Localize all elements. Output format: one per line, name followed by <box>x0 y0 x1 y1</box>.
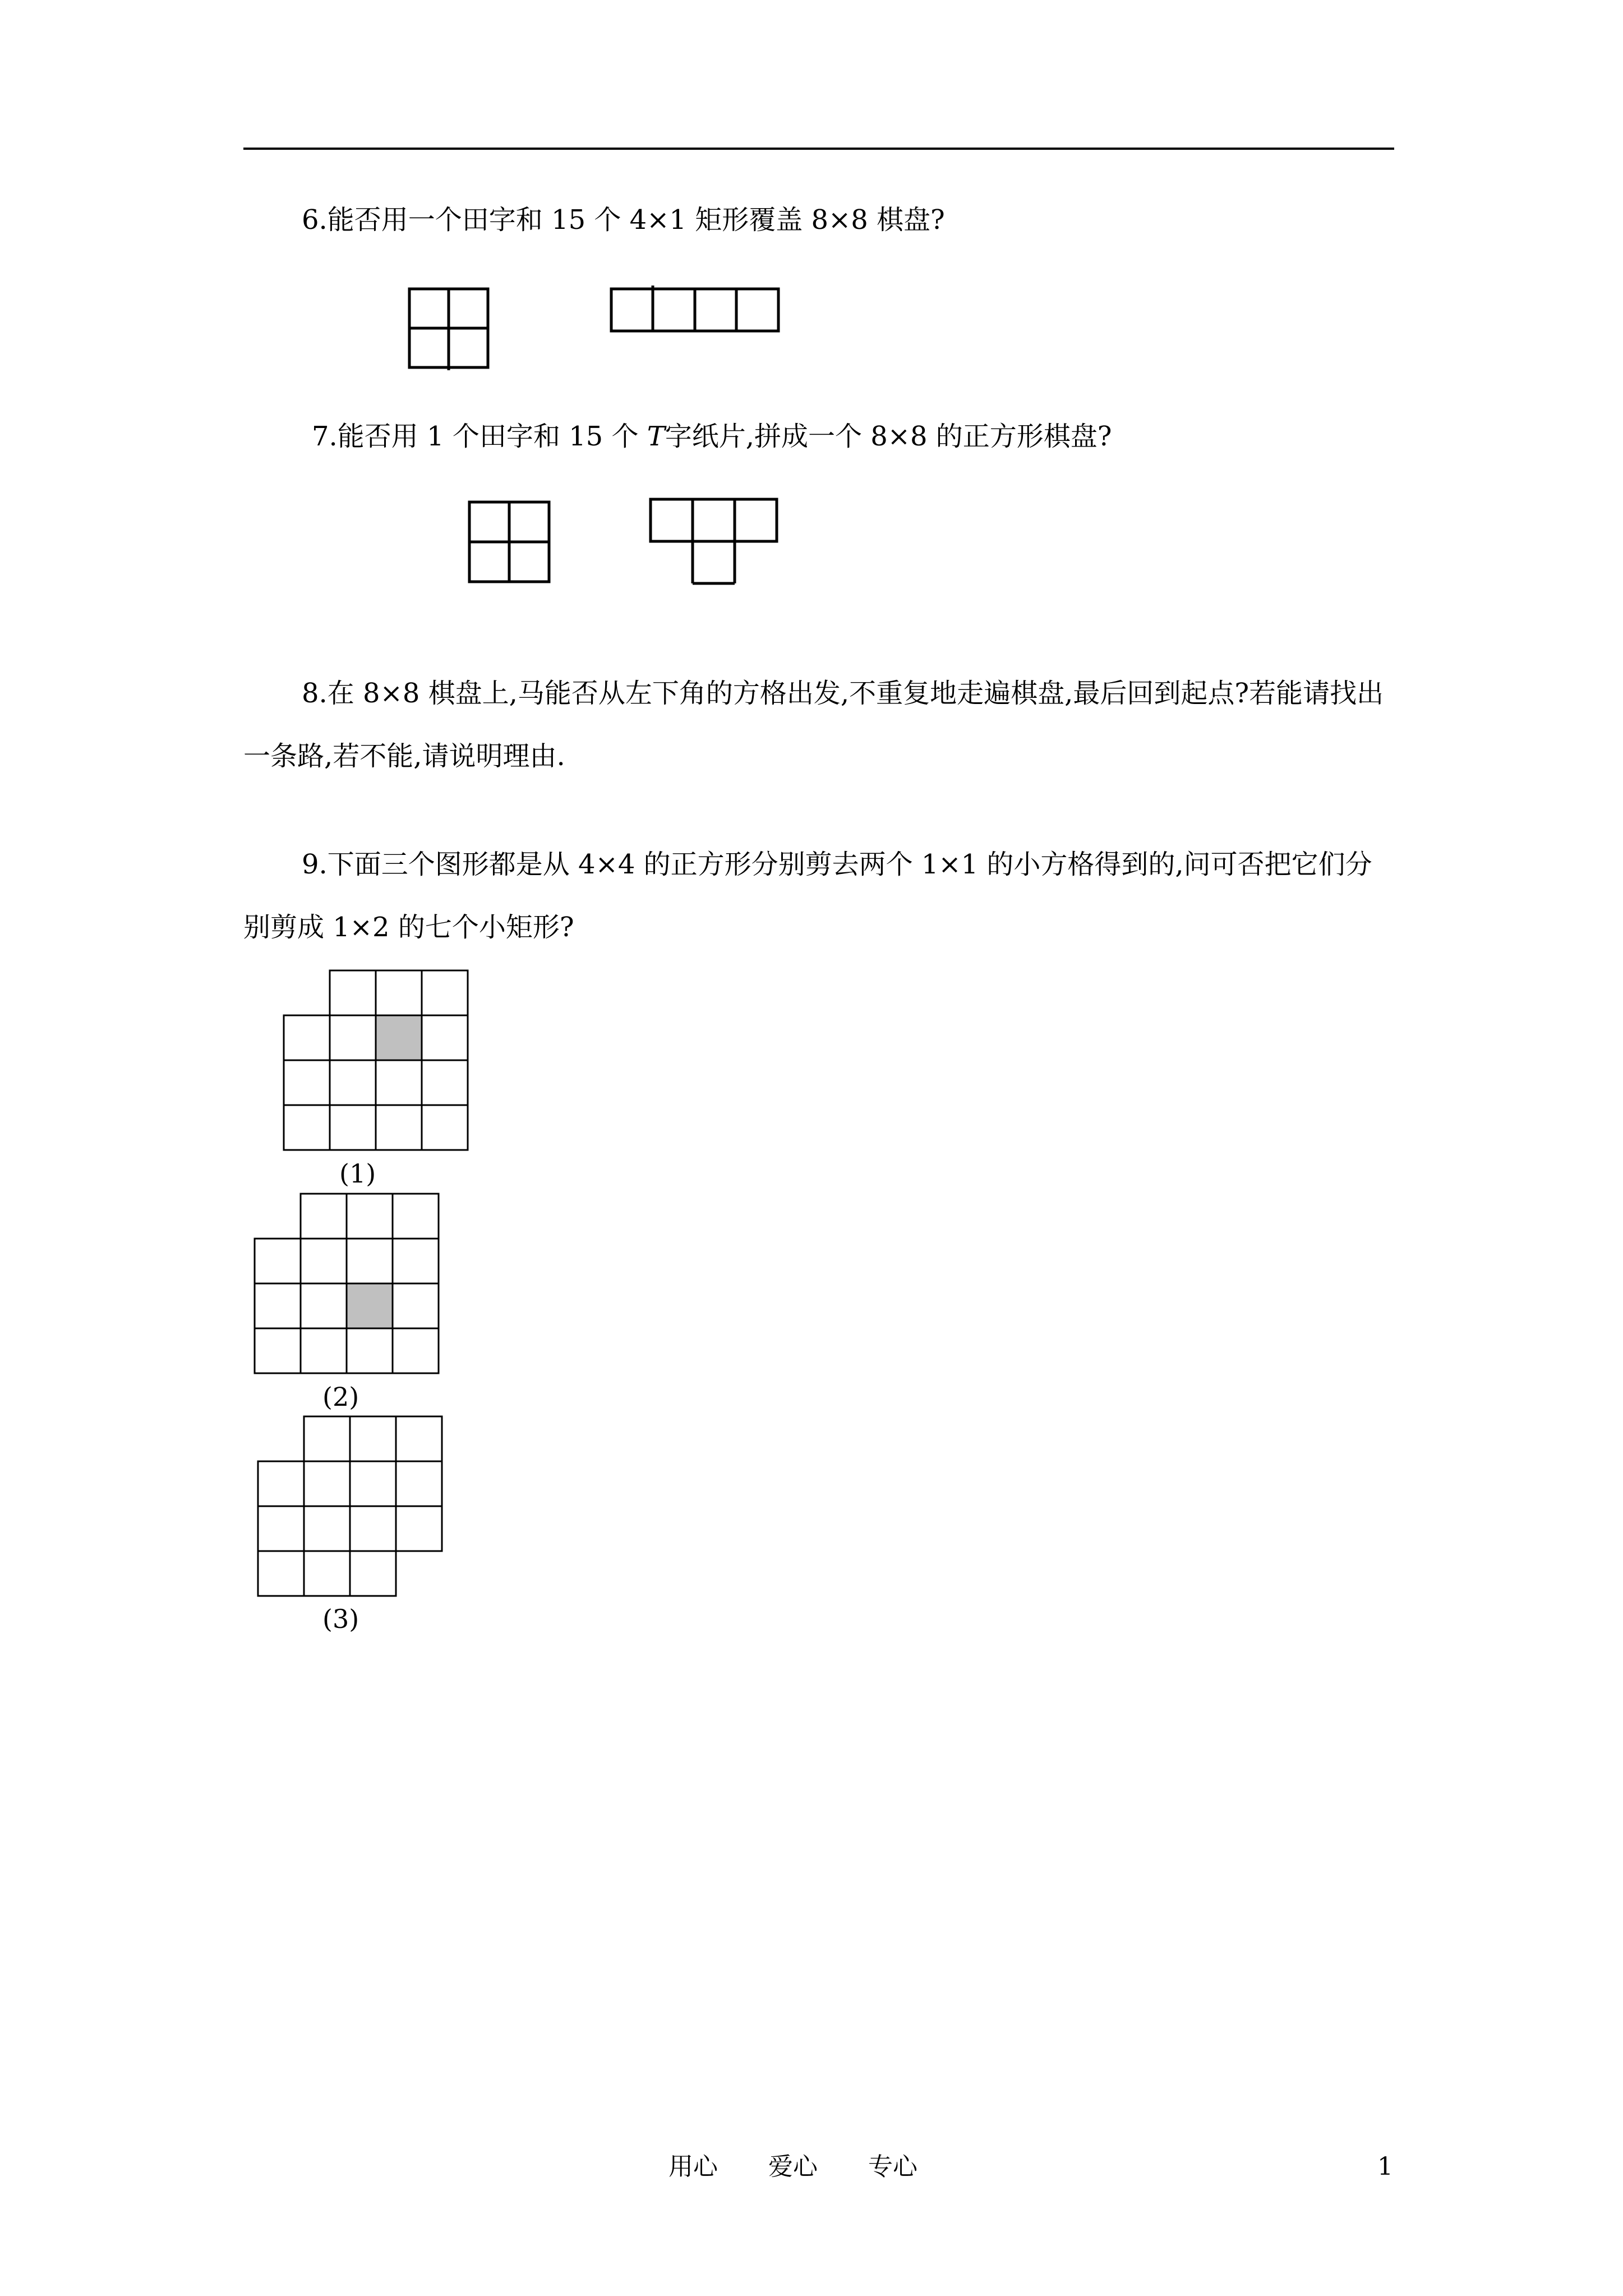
question-7-text-b: 字纸片,拼成一个 8×8 的正方形棋盘? <box>665 421 1112 452</box>
footer-left-text: 用心 <box>668 2152 718 2181</box>
cut-board-figure-2 <box>252 1188 449 1379</box>
header-rule <box>243 148 1394 150</box>
rectangle-4x1-figure <box>606 283 785 334</box>
figure-caption-2: (2) <box>322 1382 359 1412</box>
figure-caption-1: (1) <box>339 1158 376 1189</box>
question-7-t-letter: T <box>647 421 665 452</box>
footer-middle-text: 爱心 <box>768 2152 818 2181</box>
square-2x2-figure <box>464 496 554 586</box>
question-9: 9.下面三个图形都是从 4×4 的正方形分别剪去两个 1×1 的小方格得到的,问可否把它们分别剪成 1×2 的七个小矩形? <box>243 849 1372 943</box>
question-7-text-a: 7.能否用 1 个田字和 15 个 <box>312 421 647 452</box>
t-shape-figure <box>645 494 785 589</box>
page-number: 1 <box>1377 2152 1393 2181</box>
footer-right-text: 专心 <box>868 2152 917 2181</box>
question-6: 6.能否用一个田字和 15 个 4×1 矩形覆盖 8×8 棋盘? <box>302 204 945 236</box>
cut-board-figure-1 <box>280 965 477 1156</box>
square-2x2-figure <box>404 283 494 373</box>
cut-board-figure-3 <box>255 1411 451 1602</box>
question-7 <box>312 418 1112 454</box>
question-8: 8.在 8×8 棋盘上,马能否从左下角的方格出发,不重复地走遍棋盘,最后回到起点?若能请找出一条路,若不能,请说明理由. <box>243 678 1384 772</box>
shaded-cell <box>347 1283 393 1328</box>
shaded-cell <box>376 1015 422 1060</box>
figure-caption-3: (3) <box>322 1604 359 1634</box>
